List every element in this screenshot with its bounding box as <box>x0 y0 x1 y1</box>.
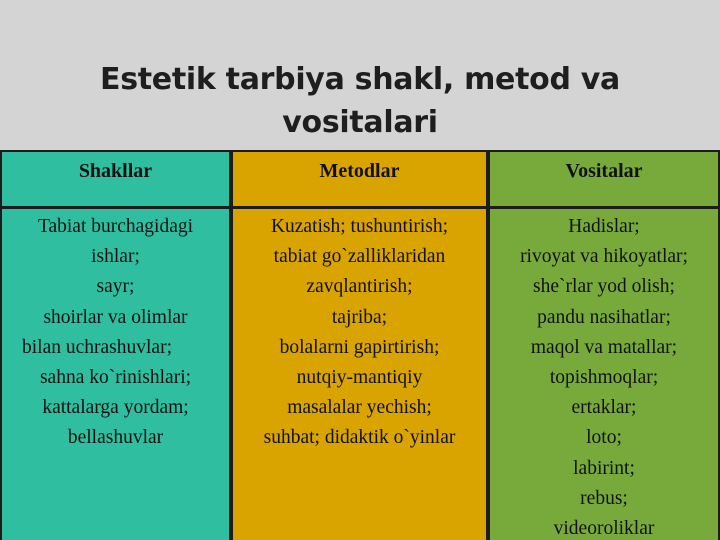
list-item: Hadislar; <box>568 216 640 237</box>
list-item: Tabiat burchagidagi <box>37 216 194 237</box>
list-item: tabiat go`zalliklaridan <box>273 246 446 268</box>
list-item: kattalarga yordam; <box>42 397 189 419</box>
list-item: ishlar; <box>91 246 140 268</box>
comparison-table <box>0 150 720 540</box>
list-item: rebus; <box>580 487 628 509</box>
column-shakllar <box>2 209 229 540</box>
list-item: masalalar yechish; <box>287 397 432 419</box>
column-vositalar <box>490 209 718 540</box>
list-item: bilan uchrashuvlar; <box>22 336 172 358</box>
list-item: sahna ko`rinishlari; <box>39 367 192 389</box>
list-item: bellashuvlar <box>67 427 164 449</box>
list-item: she`rlar yod olish; <box>533 276 675 298</box>
list-item: maqol va matallar; <box>530 336 678 358</box>
list-item: pandu nasihatlar; <box>537 306 671 328</box>
header-metodlar: Metodlar <box>233 152 486 206</box>
header-vositalar: Vositalar <box>490 152 718 206</box>
list-item: nutqiy-mantiqiy <box>296 367 423 389</box>
list-item: tajriba; <box>331 306 388 328</box>
list-item: labirint; <box>573 457 635 479</box>
list-item: zavqlantirish; <box>306 276 413 298</box>
slide-title <box>0 58 720 144</box>
header-shakllar: Shakllar <box>2 152 229 206</box>
list-item: rivoyat va hikoyatlar; <box>520 246 688 268</box>
list-item: Kuzatish; tushuntirish; <box>270 216 449 237</box>
column-metodlar <box>233 209 486 540</box>
list-item: videoroliklar <box>553 518 655 540</box>
list-item: shoirlar va olimlar <box>43 306 188 328</box>
list-item: topishmoqlar; <box>549 367 659 389</box>
list-item: ertaklar; <box>571 397 637 419</box>
list-item: loto; <box>586 427 622 449</box>
slide-title-line-2: vositalari <box>282 105 438 140</box>
list-item: sayr; <box>96 276 135 298</box>
list-item: bolalarni gapirtirish; <box>279 336 440 358</box>
list-item: suhbat; didaktik o`yinlar <box>263 427 456 449</box>
slide-title-line-1: Estetik tarbiya shakl, metod va <box>100 62 620 97</box>
